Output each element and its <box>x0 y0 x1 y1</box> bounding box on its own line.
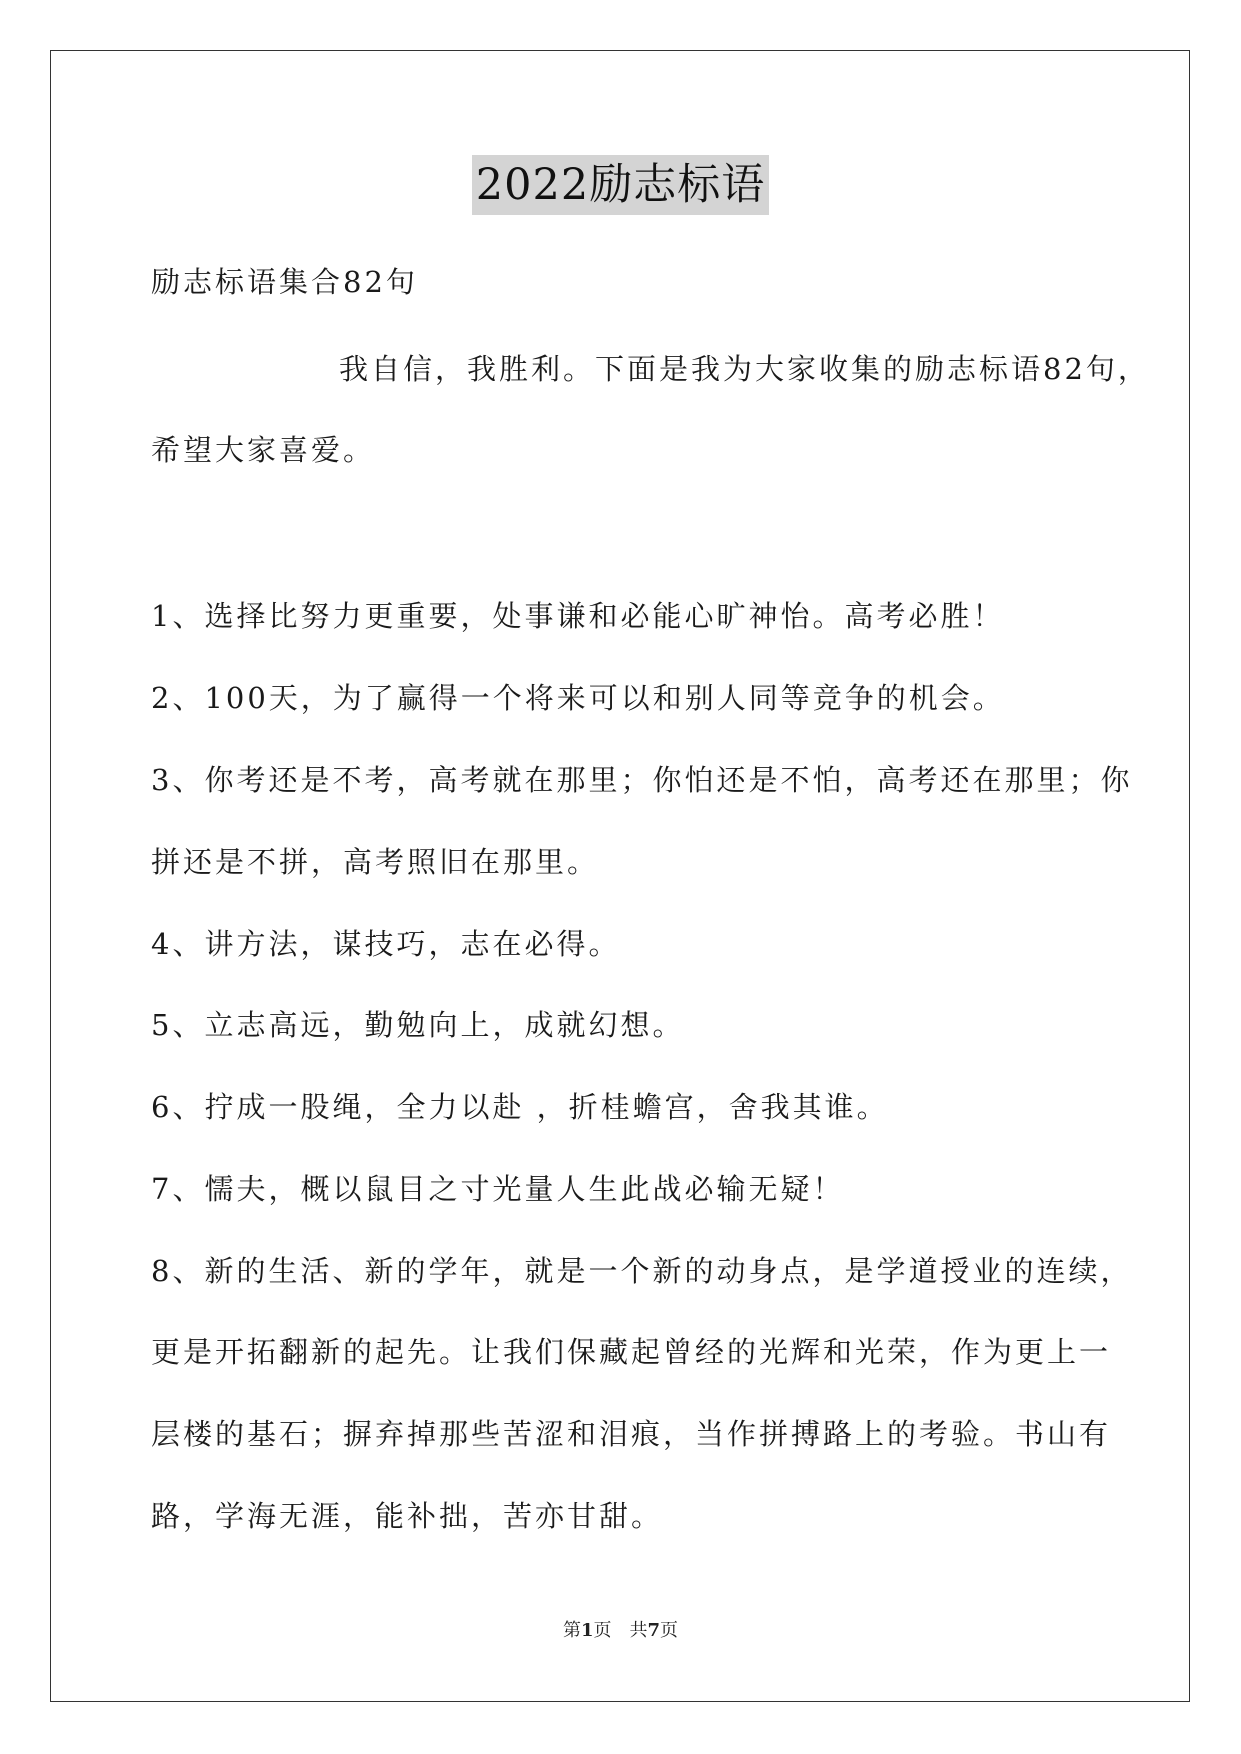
intro-line: 我自信，我胜利。下面是我为大家收集的励志标语82句， <box>339 352 1150 386</box>
document-subtitle: 励志标语集合82句 <box>151 265 418 299</box>
body-line: 8、新的生活、新的学年，就是一个新的动身点，是学道授业的连续， <box>151 1254 1133 1288</box>
body-line: 3、你考还是不考，高考就在那里；你怕还是不怕，高考还在那里；你 <box>151 763 1133 797</box>
page-footer <box>0 1616 1241 1642</box>
body-line: 2、100天，为了赢得一个将来可以和别人同等竞争的机会。 <box>151 681 1005 715</box>
body-line: 层楼的基石；摒弃掉那些苦涩和泪痕，当作拼搏路上的考验。书山有 <box>151 1417 1112 1451</box>
current-page-number: 1 <box>580 1620 594 1641</box>
total-pages-number: 7 <box>647 1620 661 1641</box>
intro-line: 希望大家喜爱。 <box>151 433 376 467</box>
body-line: 4、讲方法，谋技巧，志在必得。 <box>151 927 621 961</box>
body-line: 路，学海无涯，能补拙，苦亦甘甜。 <box>151 1499 664 1533</box>
body-line: 更是开拓翻新的起先。让我们保藏起曾经的光辉和光荣，作为更上一 <box>151 1335 1112 1369</box>
footer-suffix: 页 <box>660 1620 679 1641</box>
body-line: 5、立志高远，勤勉向上，成就幻想。 <box>151 1008 685 1042</box>
body-line: 7、懦夫，概以鼠目之寸光量人生此战必输无疑！ <box>151 1172 845 1206</box>
body-line: 6、拧成一股绳，全力以赴 ，折桂蟾宫，舍我其谁。 <box>151 1090 889 1124</box>
document-title: 2022励志标语 <box>472 155 769 215</box>
footer-middle: 页 共 <box>593 1620 648 1641</box>
title-container <box>0 155 1241 215</box>
body-line: 拼还是不拼，高考照旧在那里。 <box>151 845 600 879</box>
footer-prefix: 第 <box>562 1620 581 1641</box>
body-line: 1、选择比努力更重要，处事谦和必能心旷神怡。高考必胜！ <box>151 599 1005 633</box>
